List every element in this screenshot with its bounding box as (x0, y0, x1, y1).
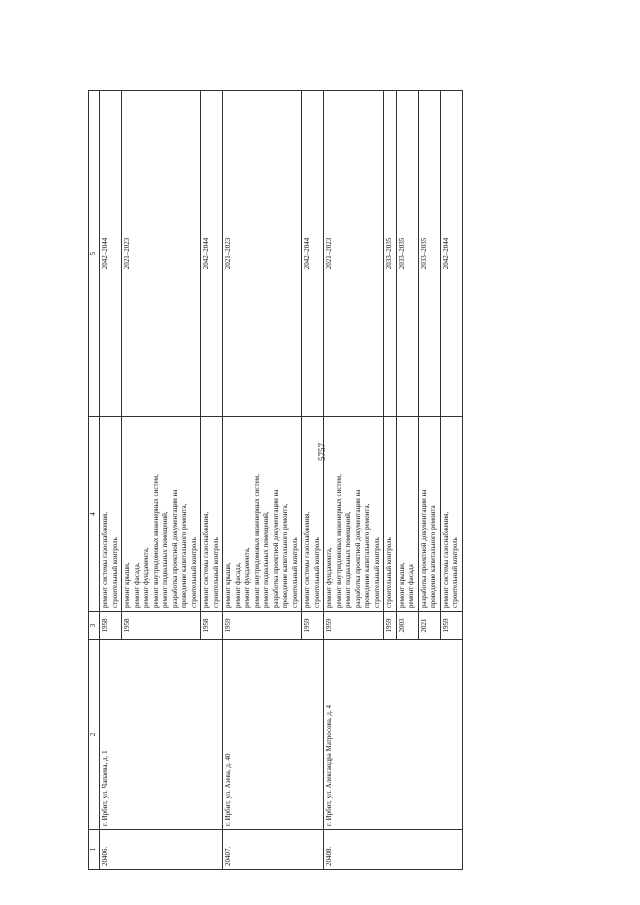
work-item: ремонт фундамента, (243, 547, 251, 608)
table-row (223, 91, 302, 870)
year-cell: 2003 (396, 612, 418, 640)
header-row (89, 91, 100, 870)
work-item: разработка проектной документации на (170, 489, 179, 608)
work-item: ремонт фасада, (233, 562, 242, 608)
work-item: проведение капитального ремонта (429, 505, 437, 608)
works-cell (324, 417, 384, 612)
header-cell: 4 (89, 417, 100, 612)
work-item: строительный контроль (312, 537, 321, 608)
year-cell: 1959 (302, 612, 324, 640)
year-cell: 1959 (384, 612, 397, 640)
address-cell: г. Ирбит, ул. Александра Матросова, д. 4 (324, 640, 463, 830)
work-item: разработка проектной документации на (271, 489, 280, 608)
work-item: ремонт крыши, (123, 562, 131, 608)
work-item: разработка проектной документации на (353, 489, 362, 608)
period-cell: 2042–2044 (440, 91, 462, 417)
year-cell: 1958 (122, 612, 201, 640)
page-number: 5757 (317, 443, 327, 461)
header-cell: 5 (89, 91, 100, 417)
work-item: ремонт системы газоснабжения, (101, 511, 109, 608)
work-item: ремонт системы газоснабжения, (303, 511, 311, 608)
work-item: проведение капитального ремонта, (180, 503, 188, 608)
year-cell: 1958 (201, 612, 223, 640)
work-item: проведение капитального ремонта, (363, 503, 371, 608)
works-cell (122, 417, 201, 612)
work-item: ремонт внутридомовых инженерных систем, (252, 474, 261, 608)
works-cell (302, 417, 324, 612)
work-item: ремонт системы газоснабжения, (441, 511, 450, 608)
work-item: ремонт подвальных помещений, (344, 511, 352, 608)
work-item: ремонт фундамента, (142, 547, 150, 608)
works-cell (201, 417, 223, 612)
period-cell: 2033–2035 (384, 91, 397, 417)
work-item: ремонт внутридомовых инженерных систем, (334, 474, 343, 608)
year-cell: 1959 (440, 612, 462, 640)
year-cell: 2021 (418, 612, 440, 640)
works-cell (223, 417, 302, 612)
work-item: строительный контроль (451, 537, 459, 608)
works-cell (396, 417, 418, 612)
work-item: ремонт фасада, (132, 562, 141, 608)
period-cell: 2021–2023 (122, 91, 201, 417)
work-item: строительный контроль (110, 537, 119, 608)
work-item: ремонт крыши, (397, 562, 406, 608)
work-item: строительный контроль (385, 537, 393, 608)
work-item: разработка проектной документации на (419, 489, 428, 608)
work-item: проведение капитального ремонта, (281, 503, 289, 608)
table-row (100, 91, 122, 870)
period-cell: 2042–2044 (100, 91, 122, 417)
header-cell: 3 (89, 612, 100, 640)
works-cell (384, 417, 397, 612)
work-item: строительный контроль (372, 537, 381, 608)
period-cell: 2033–2035 (396, 91, 418, 417)
work-item: строительный контроль (211, 537, 220, 608)
work-item: ремонт фундамента, (325, 547, 333, 608)
period-cell: 2033–2035 (418, 91, 440, 417)
work-item: ремонт фасада (407, 564, 415, 608)
address-cell: г. Ирбит, ул. Азева, д. 40 (223, 640, 324, 830)
work-item: ремонт подвальных помещений, (161, 511, 169, 608)
address-cell: г. Ирбит, ул. Чапаева, д. 1 (100, 640, 223, 830)
year-cell: 1958 (100, 612, 122, 640)
row-number: 20408. (324, 830, 463, 870)
period-cell: 2021–2023 (324, 91, 384, 417)
capital-repair-table (88, 90, 463, 870)
table-row (324, 91, 384, 870)
header-cell: 1 (89, 830, 100, 870)
rotated-table-wrapper (88, 90, 528, 870)
year-cell: 1959 (324, 612, 384, 640)
work-item: ремонт крыши, (224, 562, 232, 608)
work-item: ремонт подвальных помещений, (262, 511, 270, 608)
work-item: ремонт внутридомовых инженерных систем, (151, 474, 160, 608)
work-item: строительный контроль (189, 537, 198, 608)
header-cell: 2 (89, 640, 100, 830)
works-cell (418, 417, 440, 612)
period-cell: 2042–2044 (302, 91, 324, 417)
period-cell: 2042–2044 (201, 91, 223, 417)
works-cell (440, 417, 462, 612)
row-number: 20407. (223, 830, 324, 870)
year-cell: 1959 (223, 612, 302, 640)
period-cell: 2021–2023 (223, 91, 302, 417)
work-item: ремонт системы газоснабжения, (202, 511, 210, 608)
work-item: строительный контроль (290, 537, 299, 608)
row-number: 20406. (100, 830, 223, 870)
works-cell (100, 417, 122, 612)
